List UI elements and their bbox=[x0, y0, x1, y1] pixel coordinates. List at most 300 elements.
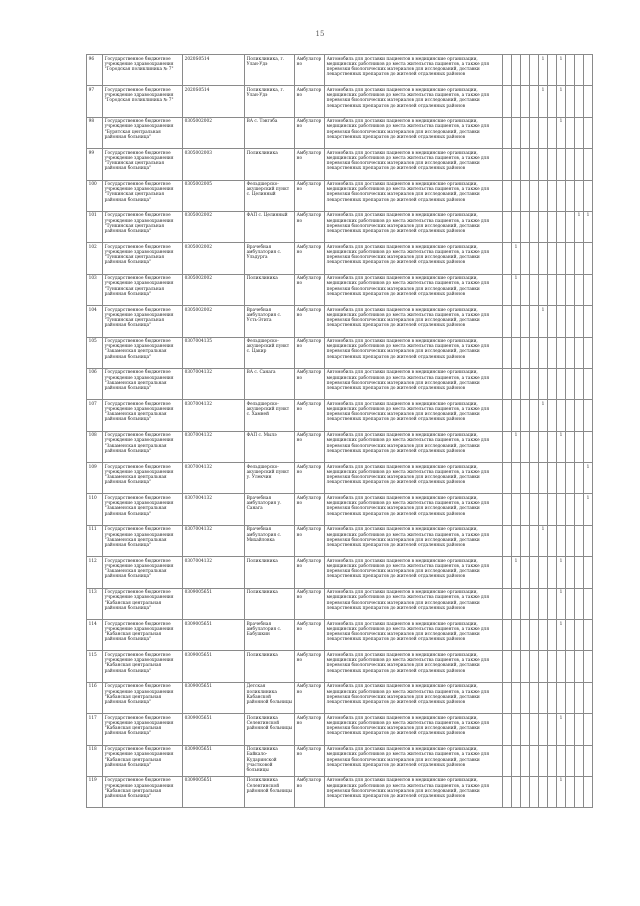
row-number-cell: 114 bbox=[87, 620, 103, 651]
flag-cell-5 bbox=[539, 463, 548, 494]
care-type-cell: Амбулаторно bbox=[295, 400, 325, 431]
flag-cell-10 bbox=[584, 274, 593, 305]
flag-cell-3 bbox=[521, 620, 530, 651]
row-number-cell: 100 bbox=[87, 180, 103, 211]
flag-cell-3 bbox=[521, 149, 530, 180]
row-number-cell: 110 bbox=[87, 494, 103, 525]
flag-cell-2: 1 bbox=[512, 431, 521, 462]
organization-cell: Государственное бюджетное учреждение здравоохранения "Кабанская центральная районная больница" bbox=[103, 776, 183, 807]
flag-cell-8 bbox=[566, 306, 575, 337]
table-row bbox=[87, 149, 593, 180]
flag-cell-7 bbox=[557, 525, 566, 556]
flag-cell-5 bbox=[539, 431, 548, 462]
purpose-cell: Автомобиль для доставки пациентов в медицинские организации, медицинских работников до места жительства пациентов, а также для перевозки биологических материалов для исследований, доставки лекарственных препаратов до жителей отдаленных районов bbox=[325, 651, 503, 682]
code-cell: 0309005651 bbox=[183, 682, 245, 713]
code-cell: 0307004132 bbox=[183, 557, 245, 588]
table-row bbox=[87, 557, 593, 588]
flag-cell-3 bbox=[521, 55, 530, 86]
flag-cell-7 bbox=[557, 463, 566, 494]
care-type-cell: Амбулаторно bbox=[295, 776, 325, 807]
organization-cell: Государственное бюджетное учреждение здравоохранения "Тункинская центральная районная больница" bbox=[103, 149, 183, 180]
location-cell: Поликлиника Байкало-Кударинской участковой больницы bbox=[245, 745, 295, 776]
flag-cell-10 bbox=[584, 180, 593, 211]
row-number-cell: 105 bbox=[87, 337, 103, 368]
table-row bbox=[87, 117, 593, 148]
flag-cell-10: 1 bbox=[584, 211, 593, 242]
flag-cell-10 bbox=[584, 776, 593, 807]
flag-cell-8 bbox=[566, 776, 575, 807]
location-cell: Врачебная амбулатория с. Ульдурга bbox=[245, 243, 295, 274]
organization-cell: Государственное бюджетное учреждение здравоохранения "Тункинская центральная районная больница" bbox=[103, 243, 183, 274]
flag-cell-4 bbox=[530, 776, 539, 807]
location-cell: Поликлиника bbox=[245, 274, 295, 305]
table-row bbox=[87, 86, 593, 117]
flag-cell-9 bbox=[575, 180, 584, 211]
table-row bbox=[87, 337, 593, 368]
location-cell: Врачебная амбулатория у. Санага bbox=[245, 494, 295, 525]
flag-cell-1 bbox=[503, 620, 512, 651]
flag-cell-6 bbox=[548, 86, 557, 117]
flag-cell-5 bbox=[539, 588, 548, 619]
table-row bbox=[87, 525, 593, 556]
flag-cell-4 bbox=[530, 117, 539, 148]
care-type-cell: Амбулаторно bbox=[295, 368, 325, 399]
location-cell: Поликлиника bbox=[245, 149, 295, 180]
code-cell: 0307004132 bbox=[183, 431, 245, 462]
flag-cell-4 bbox=[530, 620, 539, 651]
flag-cell-5 bbox=[539, 180, 548, 211]
code-cell: 0309005651 bbox=[183, 651, 245, 682]
flag-cell-9 bbox=[575, 243, 584, 274]
organization-cell: Государственное бюджетное учреждение здравоохранения "Кабанская центральная районная больница" bbox=[103, 682, 183, 713]
flag-cell-1 bbox=[503, 525, 512, 556]
flag-cell-2 bbox=[512, 306, 521, 337]
flag-cell-10 bbox=[584, 306, 593, 337]
flag-cell-3 bbox=[521, 745, 530, 776]
flag-cell-9 bbox=[575, 55, 584, 86]
flag-cell-1 bbox=[503, 431, 512, 462]
care-type-cell: Амбулаторно bbox=[295, 525, 325, 556]
flag-cell-5 bbox=[539, 211, 548, 242]
purpose-cell: Автомобиль для доставки пациентов в медицинские организации, медицинских работников до места жительства пациентов, а также для перевозки биологических материалов для исследований, доставки лекарственных препаратов до жителей отдаленных районов bbox=[325, 55, 503, 86]
table-row bbox=[87, 620, 593, 651]
flag-cell-2 bbox=[512, 149, 521, 180]
purpose-cell: Автомобиль для доставки пациентов в медицинские организации, медицинских работников до места жительства пациентов, а также для перевозки биологических материалов для исследований, доставки лекарственных препаратов до жителей отдаленных районов bbox=[325, 306, 503, 337]
flag-cell-1 bbox=[503, 306, 512, 337]
flag-cell-10: 1 bbox=[584, 463, 593, 494]
location-cell: Фельдшерско-акушерский пункт у. Улекчин bbox=[245, 463, 295, 494]
flag-cell-4 bbox=[530, 682, 539, 713]
flag-cell-10 bbox=[584, 117, 593, 148]
flag-cell-3 bbox=[521, 86, 530, 117]
table-row bbox=[87, 55, 593, 86]
organization-cell: Государственное бюджетное учреждение здравоохранения "Кабанская центральная районная больница" bbox=[103, 588, 183, 619]
flag-cell-9 bbox=[575, 776, 584, 807]
table-row bbox=[87, 368, 593, 399]
organization-cell: Государственное бюджетное учреждение здравоохранения "Кабанская центральная районная больница" bbox=[103, 745, 183, 776]
location-cell: Врачебная амбулатория с. Бабушкин bbox=[245, 620, 295, 651]
organization-cell: Государственное бюджетное учреждение здравоохранения "Закаменская центральная районная больница" bbox=[103, 400, 183, 431]
flag-cell-7 bbox=[557, 211, 566, 242]
flag-cell-3 bbox=[521, 525, 530, 556]
flag-cell-3 bbox=[521, 337, 530, 368]
flag-cell-6 bbox=[548, 368, 557, 399]
row-number-cell: 97 bbox=[87, 86, 103, 117]
flag-cell-2 bbox=[512, 714, 521, 745]
flag-cell-6 bbox=[548, 745, 557, 776]
flag-cell-5 bbox=[539, 776, 548, 807]
flag-cell-1 bbox=[503, 368, 512, 399]
flag-cell-8 bbox=[566, 714, 575, 745]
code-cell: 2020S0514 bbox=[183, 86, 245, 117]
flag-cell-2 bbox=[512, 368, 521, 399]
code-cell: 0309005651 bbox=[183, 776, 245, 807]
flag-cell-4 bbox=[530, 211, 539, 242]
location-cell: Фельдшерско-акушерский пункт с. Целинный bbox=[245, 180, 295, 211]
table-row bbox=[87, 651, 593, 682]
flag-cell-6 bbox=[548, 431, 557, 462]
purpose-cell: Автомобиль для доставки пациентов в медицинские организации, медицинских работников до места жительства пациентов, а также для перевозки биологических материалов для исследований, доставки лекарственных препаратов до жителей отдаленных районов bbox=[325, 117, 503, 148]
care-type-cell: Амбулаторно bbox=[295, 431, 325, 462]
flag-cell-6 bbox=[548, 682, 557, 713]
row-number-cell: 103 bbox=[87, 274, 103, 305]
flag-cell-7: 1 bbox=[557, 557, 566, 588]
code-cell: 0305002005 bbox=[183, 180, 245, 211]
code-cell: 0307004132 bbox=[183, 525, 245, 556]
flag-cell-8 bbox=[566, 431, 575, 462]
flag-cell-6 bbox=[548, 588, 557, 619]
care-type-cell: Амбулаторно bbox=[295, 714, 325, 745]
flag-cell-8 bbox=[566, 494, 575, 525]
flag-cell-9 bbox=[575, 368, 584, 399]
flag-cell-7: 1 bbox=[557, 117, 566, 148]
flag-cell-3 bbox=[521, 557, 530, 588]
code-cell: 0309005651 bbox=[183, 620, 245, 651]
row-number-cell: 115 bbox=[87, 651, 103, 682]
flag-cell-4 bbox=[530, 149, 539, 180]
flag-cell-6 bbox=[548, 337, 557, 368]
flag-cell-7 bbox=[557, 306, 566, 337]
flag-cell-5 bbox=[539, 557, 548, 588]
flag-cell-1 bbox=[503, 400, 512, 431]
flag-cell-7: 1 bbox=[557, 714, 566, 745]
flag-cell-6 bbox=[548, 306, 557, 337]
flag-cell-1 bbox=[503, 745, 512, 776]
flag-cell-7 bbox=[557, 682, 566, 713]
flag-cell-9 bbox=[575, 117, 584, 148]
organization-cell: Государственное бюджетное учреждение здравоохранения "Тункинская центральная районная больница" bbox=[103, 306, 183, 337]
organization-cell: Государственное бюджетное учреждение здравоохранения "Бурятская центральная районная больница" bbox=[103, 117, 183, 148]
code-cell: 0305002002 bbox=[183, 306, 245, 337]
location-cell: Поликлиника bbox=[245, 651, 295, 682]
flag-cell-5 bbox=[539, 745, 548, 776]
flag-cell-2 bbox=[512, 55, 521, 86]
flag-cell-6 bbox=[548, 180, 557, 211]
flag-cell-2: 1 bbox=[512, 274, 521, 305]
flag-cell-6 bbox=[548, 400, 557, 431]
flag-cell-7 bbox=[557, 180, 566, 211]
flag-cell-10 bbox=[584, 400, 593, 431]
code-cell: 0307004132 bbox=[183, 368, 245, 399]
flag-cell-8 bbox=[566, 463, 575, 494]
organization-cell: Государственное бюджетное учреждение здравоохранения "Закаменская центральная районная больница" bbox=[103, 557, 183, 588]
code-cell: 0307004135 bbox=[183, 337, 245, 368]
flag-cell-2 bbox=[512, 180, 521, 211]
row-number-cell: 104 bbox=[87, 306, 103, 337]
flag-cell-9 bbox=[575, 337, 584, 368]
flag-cell-7 bbox=[557, 494, 566, 525]
flag-cell-3 bbox=[521, 651, 530, 682]
location-cell: Фельдшерско-акушерский пункт с. Хамней bbox=[245, 400, 295, 431]
care-type-cell: Амбулаторно bbox=[295, 745, 325, 776]
flag-cell-9 bbox=[575, 463, 584, 494]
purpose-cell: Автомобиль для доставки пациентов в медицинские организации, медицинских работников до места жительства пациентов, а также для перевозки биологических материалов для исследований, доставки лекарственных препаратов до жителей отдаленных районов bbox=[325, 180, 503, 211]
flag-cell-3 bbox=[521, 494, 530, 525]
flag-cell-3 bbox=[521, 463, 530, 494]
organization-cell: Государственное бюджетное учреждение здравоохранения "Кабанская центральная районная больница" bbox=[103, 651, 183, 682]
flag-cell-2 bbox=[512, 682, 521, 713]
code-cell: 2020S0514 bbox=[183, 55, 245, 86]
location-cell: ФАП с. Мылэ bbox=[245, 431, 295, 462]
purpose-cell: Автомобиль для доставки пациентов в медицинские организации, медицинских работников до места жительства пациентов, а также для перевозки биологических материалов для исследований, доставки лекарственных препаратов до жителей отдаленных районов bbox=[325, 211, 503, 242]
organization-cell: Государственное бюджетное учреждение здравоохранения "Тункинская центральная районная больница" bbox=[103, 274, 183, 305]
flag-cell-9 bbox=[575, 86, 584, 117]
row-number-cell: 117 bbox=[87, 714, 103, 745]
flag-cell-10 bbox=[584, 525, 593, 556]
flag-cell-3 bbox=[521, 211, 530, 242]
flag-cell-6 bbox=[548, 525, 557, 556]
location-cell: ВА с. Тэнгэба bbox=[245, 117, 295, 148]
row-number-cell: 113 bbox=[87, 588, 103, 619]
organization-cell: Государственное бюджетное учреждение здравоохранения "Закаменская центральная районная больница" bbox=[103, 368, 183, 399]
table-row bbox=[87, 714, 593, 745]
flag-cell-2 bbox=[512, 117, 521, 148]
row-number-cell: 106 bbox=[87, 368, 103, 399]
purpose-cell: Автомобиль для доставки пациентов в медицинские организации, медицинских работников до места жительства пациентов, а также для перевозки биологических материалов для исследований, доставки лекарственных препаратов до жителей отдаленных районов bbox=[325, 274, 503, 305]
flag-cell-6 bbox=[548, 776, 557, 807]
flag-cell-5 bbox=[539, 337, 548, 368]
code-cell: 0305002002 bbox=[183, 211, 245, 242]
flag-cell-8 bbox=[566, 620, 575, 651]
flag-cell-5: 1 bbox=[539, 400, 548, 431]
flag-cell-2 bbox=[512, 525, 521, 556]
flag-cell-5 bbox=[539, 651, 548, 682]
organization-cell: Государственное бюджетное учреждение здравоохранения "Закаменская центральная районная больница" bbox=[103, 463, 183, 494]
flag-cell-8 bbox=[566, 211, 575, 242]
row-number-cell: 102 bbox=[87, 243, 103, 274]
row-number-cell: 109 bbox=[87, 463, 103, 494]
flag-cell-5 bbox=[539, 714, 548, 745]
code-cell: 0305002002 bbox=[183, 243, 245, 274]
flag-cell-5 bbox=[539, 243, 548, 274]
flag-cell-7 bbox=[557, 745, 566, 776]
purpose-cell: Автомобиль для доставки пациентов в медицинские организации, медицинских работников до места жительства пациентов, а также для перевозки биологических материалов для исследований, доставки лекарственных препаратов до жителей отдаленных районов bbox=[325, 776, 503, 807]
flag-cell-5 bbox=[539, 620, 548, 651]
purpose-cell: Автомобиль для доставки пациентов в медицинские организации, медицинских работников до места жительства пациентов, а также для перевозки биологических материалов для исследований, доставки лекарственных препаратов до жителей отдаленных районов bbox=[325, 620, 503, 651]
care-type-cell: Амбулаторно bbox=[295, 557, 325, 588]
purpose-cell: Автомобиль для доставки пациентов в медицинские организации, медицинских работников до места жительства пациентов, а также для перевозки биологических материалов для исследований, доставки лекарственных препаратов до жителей отдаленных районов bbox=[325, 588, 503, 619]
organization-cell: Государственное бюджетное учреждение здравоохранения "Кабанская центральная районная больница" bbox=[103, 620, 183, 651]
flag-cell-9 bbox=[575, 525, 584, 556]
flag-cell-5: 1 bbox=[539, 55, 548, 86]
flag-cell-3 bbox=[521, 714, 530, 745]
flag-cell-2 bbox=[512, 86, 521, 117]
flag-cell-6 bbox=[548, 274, 557, 305]
flag-cell-10 bbox=[584, 337, 593, 368]
flag-cell-2: 1 bbox=[512, 557, 521, 588]
flag-cell-10 bbox=[584, 620, 593, 651]
care-type-cell: Амбулаторно bbox=[295, 651, 325, 682]
purpose-cell: Автомобиль для доставки пациентов в медицинские организации, медицинских работников до места жительства пациентов, а также для перевозки биологических материалов для исследований, доставки лекарственных препаратов до жителей отдаленных районов bbox=[325, 557, 503, 588]
row-number-cell: 116 bbox=[87, 682, 103, 713]
flag-cell-4 bbox=[530, 86, 539, 117]
flag-cell-10 bbox=[584, 651, 593, 682]
flag-cell-8 bbox=[566, 557, 575, 588]
flag-cell-3 bbox=[521, 180, 530, 211]
flag-cell-7 bbox=[557, 274, 566, 305]
flag-cell-6 bbox=[548, 714, 557, 745]
location-cell: Детская поликлиника Кабанской районной больницы bbox=[245, 682, 295, 713]
flag-cell-10 bbox=[584, 368, 593, 399]
flag-cell-1 bbox=[503, 55, 512, 86]
care-type-cell: Амбулаторно bbox=[295, 337, 325, 368]
flag-cell-10 bbox=[584, 149, 593, 180]
flag-cell-5: 1 bbox=[539, 306, 548, 337]
flag-cell-5 bbox=[539, 494, 548, 525]
location-cell: Поликлиника bbox=[245, 588, 295, 619]
organization-cell: Государственное бюджетное учреждение здравоохранения "Городская поликлиника № 7" bbox=[103, 55, 183, 86]
flag-cell-4 bbox=[530, 588, 539, 619]
flag-cell-6 bbox=[548, 149, 557, 180]
flag-cell-3 bbox=[521, 368, 530, 399]
flag-cell-10 bbox=[584, 431, 593, 462]
flag-cell-4 bbox=[530, 557, 539, 588]
flag-cell-4 bbox=[530, 463, 539, 494]
flag-cell-1 bbox=[503, 211, 512, 242]
purpose-cell: Автомобиль для доставки пациентов в медицинские организации, медицинских работников до места жительства пациентов, а также для перевозки биологических материалов для исследований, доставки лекарственных препаратов до жителей отдаленных районов bbox=[325, 463, 503, 494]
organization-cell: Государственное бюджетное учреждение здравоохранения "Городская поликлиника № 7" bbox=[103, 86, 183, 117]
flag-cell-1 bbox=[503, 557, 512, 588]
flag-cell-10 bbox=[584, 588, 593, 619]
row-number-cell: 108 bbox=[87, 431, 103, 462]
flag-cell-1 bbox=[503, 651, 512, 682]
code-cell: 0309005651 bbox=[183, 588, 245, 619]
flag-cell-2 bbox=[512, 745, 521, 776]
flag-cell-7 bbox=[557, 651, 566, 682]
flag-cell-1 bbox=[503, 274, 512, 305]
flag-cell-1 bbox=[503, 243, 512, 274]
purpose-cell: Автомобиль для доставки пациентов в медицинские организации, медицинских работников до места жительства пациентов, а также для перевозки биологических материалов для исследований, доставки лекарственных препаратов до жителей отдаленных районов bbox=[325, 745, 503, 776]
flag-cell-9 bbox=[575, 431, 584, 462]
flag-cell-4 bbox=[530, 306, 539, 337]
table-row bbox=[87, 243, 593, 274]
flag-cell-4 bbox=[530, 55, 539, 86]
flag-cell-5 bbox=[539, 368, 548, 399]
table-row bbox=[87, 180, 593, 211]
flag-cell-9 bbox=[575, 274, 584, 305]
flag-cell-10 bbox=[584, 86, 593, 117]
flag-cell-9 bbox=[575, 651, 584, 682]
flag-cell-1 bbox=[503, 337, 512, 368]
location-cell: ФАП с. Целинный bbox=[245, 211, 295, 242]
flag-cell-9 bbox=[575, 557, 584, 588]
organization-cell: Государственное бюджетное учреждение здравоохранения "Закаменская центральная районная больница" bbox=[103, 494, 183, 525]
table-row bbox=[87, 463, 593, 494]
flag-cell-7 bbox=[557, 149, 566, 180]
organization-cell: Государственное бюджетное учреждение здравоохранения "Закаменская центральная районная больница" bbox=[103, 525, 183, 556]
page-number: 15 bbox=[315, 30, 325, 38]
table-row bbox=[87, 211, 593, 242]
table-row bbox=[87, 776, 593, 807]
row-number-cell: 118 bbox=[87, 745, 103, 776]
flag-cell-4 bbox=[530, 745, 539, 776]
flag-cell-7: 1 bbox=[557, 776, 566, 807]
row-number-cell: 99 bbox=[87, 149, 103, 180]
care-type-cell: Амбулаторно bbox=[295, 463, 325, 494]
flag-cell-2 bbox=[512, 776, 521, 807]
table-row bbox=[87, 400, 593, 431]
care-type-cell: Амбулаторно bbox=[295, 588, 325, 619]
flag-cell-1 bbox=[503, 714, 512, 745]
flag-cell-9 bbox=[575, 620, 584, 651]
flag-cell-8 bbox=[566, 86, 575, 117]
care-type-cell: Амбулаторно bbox=[295, 86, 325, 117]
flag-cell-2 bbox=[512, 651, 521, 682]
row-number-cell: 101 bbox=[87, 211, 103, 242]
code-cell: 0305002002 bbox=[183, 117, 245, 148]
flag-cell-6 bbox=[548, 557, 557, 588]
location-cell: Поликлиника, г. Улан-Удэ bbox=[245, 55, 295, 86]
purpose-cell: Автомобиль для доставки пациентов в медицинские организации, медицинских работников до места жительства пациентов, а также для перевозки биологических материалов для исследований, доставки лекарственных препаратов до жителей отдаленных районов bbox=[325, 682, 503, 713]
flag-cell-9: 1 bbox=[575, 211, 584, 242]
flag-cell-8 bbox=[566, 337, 575, 368]
flag-cell-8 bbox=[566, 180, 575, 211]
flag-cell-7 bbox=[557, 368, 566, 399]
flag-cell-1 bbox=[503, 682, 512, 713]
row-number-cell: 112 bbox=[87, 557, 103, 588]
table-row bbox=[87, 306, 593, 337]
flag-cell-6 bbox=[548, 55, 557, 86]
location-cell: Поликлиника Селенгинской районной больницы bbox=[245, 714, 295, 745]
flag-cell-8 bbox=[566, 55, 575, 86]
care-type-cell: Амбулаторно bbox=[295, 117, 325, 148]
flag-cell-8 bbox=[566, 243, 575, 274]
flag-cell-1 bbox=[503, 776, 512, 807]
flag-cell-7: 1 bbox=[557, 588, 566, 619]
flag-cell-4 bbox=[530, 368, 539, 399]
flag-cell-4 bbox=[530, 494, 539, 525]
care-type-cell: Амбулаторно bbox=[295, 620, 325, 651]
organization-cell: Государственное бюджетное учреждение здравоохранения "Закаменская центральная районная больница" bbox=[103, 431, 183, 462]
organization-cell: Государственное бюджетное учреждение здравоохранения "Тункинская центральная районная больница" bbox=[103, 211, 183, 242]
flag-cell-3 bbox=[521, 274, 530, 305]
flag-cell-5 bbox=[539, 117, 548, 148]
flag-cell-4 bbox=[530, 337, 539, 368]
care-type-cell: Амбулаторно bbox=[295, 274, 325, 305]
flag-cell-1 bbox=[503, 117, 512, 148]
flag-cell-4 bbox=[530, 180, 539, 211]
flag-cell-9 bbox=[575, 400, 584, 431]
flag-cell-6 bbox=[548, 620, 557, 651]
flag-cell-6 bbox=[548, 494, 557, 525]
purpose-cell: Автомобиль для доставки пациентов в медицинские организации, медицинских работников до места жительства пациентов, а также для перевозки биологических материалов для исследований, доставки лекарственных препаратов до жителей отдаленных районов bbox=[325, 86, 503, 117]
location-cell: Поликлиника bbox=[245, 557, 295, 588]
location-cell: ВА с. Санага bbox=[245, 368, 295, 399]
code-cell: 0305002003 bbox=[183, 149, 245, 180]
care-type-cell: Амбулаторно bbox=[295, 180, 325, 211]
flag-cell-10 bbox=[584, 745, 593, 776]
register-table bbox=[86, 54, 593, 808]
